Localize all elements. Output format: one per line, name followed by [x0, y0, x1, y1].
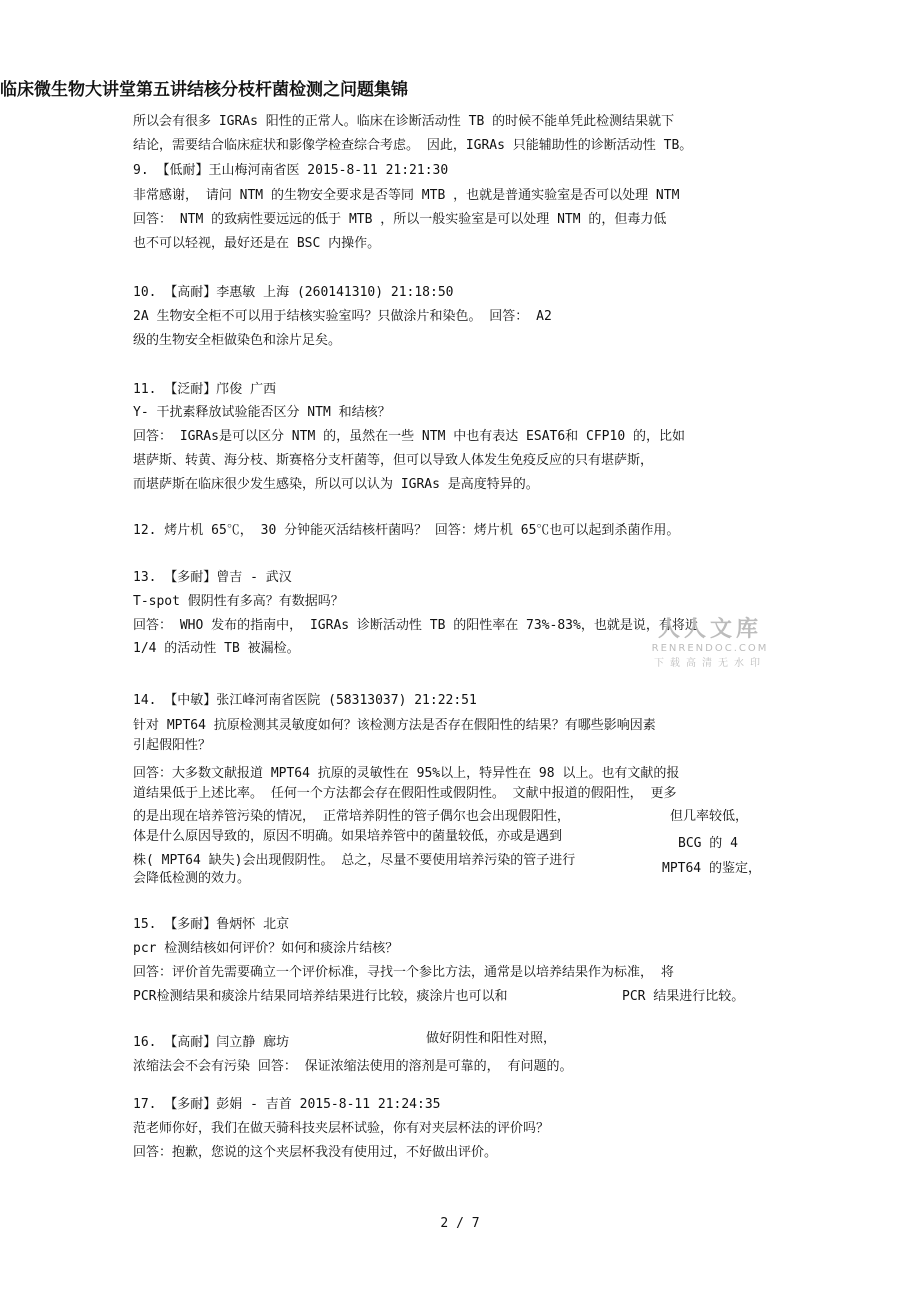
text-line: 非常感谢， 请问 NTM 的生物安全要求是否等同 MTB ，也就是普通实验室是否可以处理 NTM: [133, 188, 680, 203]
text-fragment: BCG 的 4: [678, 836, 738, 851]
text-fragment: PCR 结果进行比较。: [622, 989, 745, 1004]
text-line: 回答： NTM 的致病性要远远的低于 MTB ，所以一般实验室是可以处理 NTM 的，但毒力低: [133, 212, 667, 227]
text-line: 株( MPT64 缺失)会出现假阴性。 总之，尽量不要使用培养污染的管子进行: [133, 853, 576, 868]
text-line: 2A 生物安全柜不可以用于结核实验室吗？只做涂片和染色。 回答： A2: [133, 309, 552, 324]
text-line: 引起假阳性？: [133, 738, 212, 753]
text-line: PCR检测结果和痰涂片结果同培养结果进行比较，痰涂片也可以和: [133, 989, 508, 1004]
question-11-header: 11. 【泛耐】邝俊 广西: [133, 382, 277, 397]
question-10-header: 10. 【高耐】李惠敏 上海 (260141310) 21:18:50: [133, 285, 454, 300]
text-line: 会降低检测的效力。: [133, 871, 251, 886]
question-9-header: 9. 【低耐】王山梅河南省医 2015-8-11 21:21:30: [133, 163, 449, 178]
text-line: 级的生物安全柜做染色和涂片足矣。: [133, 333, 342, 348]
text-line: 的是出现在培养管污染的情况， 正常培养阴性的管子偶尔也会出现假阳性，: [133, 809, 570, 824]
text-line: 道结果低于上述比率。 任何一个方法都会存在假阳性或假阴性。 文献中报道的假阳性， 更多: [133, 786, 677, 801]
question-16-header: 16. 【高耐】闫立静 廊坊: [133, 1035, 290, 1050]
text-line: T-spot 假阴性有多高？有数据吗？: [133, 594, 344, 609]
text-line: 堪萨斯、转黄、海分枝、斯赛格分支杆菌等，但可以导致人体发生免疫反应的只有堪萨斯，: [133, 453, 654, 468]
text-line: 所以会有很多 IGRAs 阳性的正常人。临床在诊断活动性 TB 的时候不能单凭此检测结果就下: [133, 114, 675, 129]
question-17-header: 17. 【多耐】彭娟 - 吉首 2015-8-11 21:24:35: [133, 1097, 441, 1112]
text-line: 回答： WHO 发布的指南中， IGRAs 诊断活动性 TB 的阳性率在 73%-83%，也就是说，有将近: [133, 618, 698, 633]
text-line: 回答：大多数文献报道 MPT64 抗原的灵敏性在 95%以上，特异性在 98 以上。也有文献的报: [133, 766, 680, 781]
watermark: [640, 612, 780, 669]
text-line: 也不可以轻视，最好还是在 BSC 内操作。: [133, 236, 381, 251]
question-14-header: 14. 【中敏】张江峰河南省医院 (58313037) 21:22:51: [133, 693, 477, 708]
text-line: 浓缩法会不会有污染 回答： 保证浓缩法使用的溶剂是可靠的， 有问题的。: [133, 1059, 573, 1074]
text-line: 体是什么原因导致的，原因不明确。如果培养管中的菌量较低，亦或是遇到: [133, 829, 563, 844]
watermark-brand: 人人文库: [657, 617, 762, 642]
text-line: Y- 干扰素释放试验能否区分 NTM 和结核？: [133, 405, 391, 420]
question-15-header: 15. 【多耐】鲁炳怀 北京: [133, 917, 290, 932]
page-number: 2 / 7: [440, 1216, 480, 1231]
text-fragment: MPT64 的鉴定，: [662, 861, 761, 876]
question-13-header: 13. 【多耐】曾吉 - 武汉: [133, 570, 292, 585]
text-line: 针对 MPT64 抗原检测其灵敏度如何？该检测方法是否存在假阳性的结果？有哪些影响因素: [133, 718, 656, 733]
page-title: 临床微生物大讲堂第五讲结核分枝杆菌检测之问题集锦: [0, 80, 408, 100]
text-line: pcr 检测结核如何评价？如何和痰涂片结核？: [133, 941, 399, 956]
text-fragment: 但几率较低，: [670, 809, 749, 824]
text-fragment: 做好阴性和阳性对照，: [426, 1031, 557, 1046]
text-line: 回答：抱歉，您说的这个夹层杯我没有使用过，不好做出评价。: [133, 1145, 498, 1160]
text-line: 而堪萨斯在临床很少发生感染，所以可以认为 IGRAs 是高度特异的。: [133, 477, 539, 492]
watermark-site: RENRENDOC.COM: [651, 643, 769, 654]
text-line: 回答： IGRAs是可以区分 NTM 的，虽然在一些 NTM 中也有表达 ESAT6和 CFP10 的，比如: [133, 429, 685, 444]
text-line: 结论，需要结合临床症状和影像学检查综合考虑。 因此，IGRAs 只能辅助性的诊断活动性 TB。: [133, 138, 693, 153]
text-line: 回答：评价首先需要确立一个评价标准，寻找一个参比方法，通常是以培养结果作为标准， 将: [133, 965, 674, 980]
text-line: 1/4 的活动性 TB 被漏检。: [133, 641, 300, 656]
text-line: 范老师你好，我们在做天骑科技夹层杯试验，你有对夹层杯法的评价吗？: [133, 1121, 550, 1136]
question-12: 12. 烤片机 65℃， 30 分钟能灭活结核杆菌吗？ 回答：烤片机 65℃也可以起到杀菌作用。: [133, 523, 680, 538]
watermark-subtitle: 下载高清无水印: [654, 658, 766, 669]
